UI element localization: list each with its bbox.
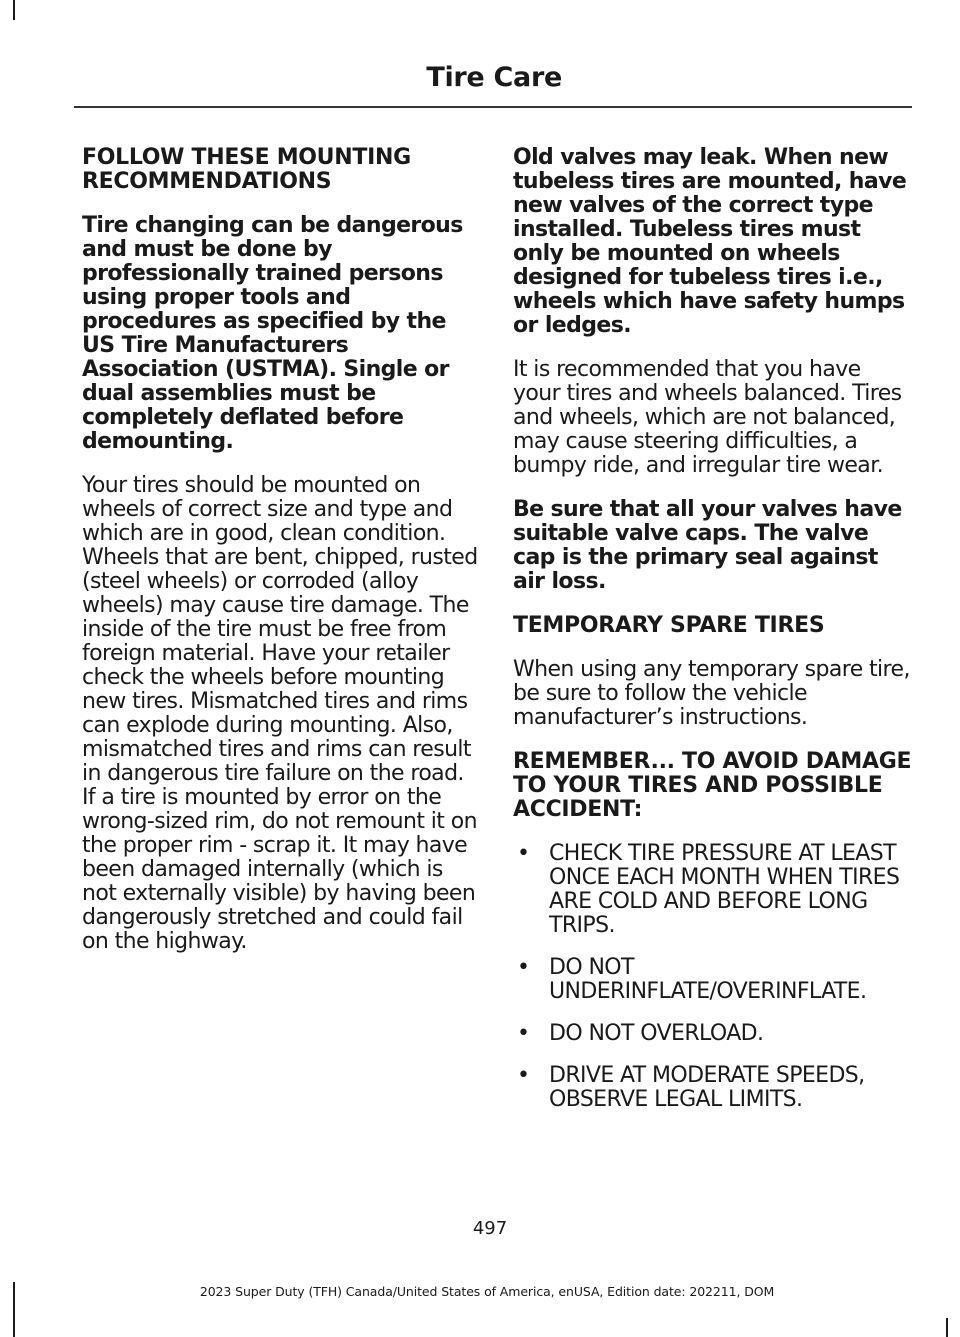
right-column — [513, 146, 913, 1130]
list-item — [513, 842, 913, 938]
page-number: 497 — [472, 1218, 508, 1239]
bullet-text: DO NOT UNDERINFLATE/OVERINFLATE. — [549, 955, 867, 1004]
bullet-icon: • — [517, 1063, 530, 1088]
bullet-text: DRIVE AT MODERATE SPEEDS, OBSERVE LEGAL LIMITS. — [549, 1063, 865, 1112]
header-divider — [74, 106, 912, 108]
mounting-body-text: Your tires should be mounted on wheels of correct size and type and which are in good, clean condition. Wheels that are bent, chipped, rusted (steel wheels) or corroded (alloy wheels) may cause tire damage. The inside of the tire must be free from foreign material. Have your retailer check the wheels before mounting new tires. Mismatched tires and rims can explode during mounting. Also, mismatched tires and rims can result in dangerous tire failure on the road. If a tire is mounted by error on the wrong-sized rim, do not remount it on the proper rim - scrap it. It may have been damaged internally (which is not externally visible) by having been dangerously stretched and could fail on the highway. — [82, 473, 478, 954]
left-column — [82, 146, 482, 974]
tire-changing-warning: Tire changing can be dangerous and must be done by professionally trained persons using proper tools and procedures as specified by the US Tire Manufacturers Association (USTMA). Single or dual assemblies must be completely deflated before demounting. — [82, 213, 463, 454]
valves-warning: Old valves may leak. When new tubeless tires are mounted, have new valves of the correct type installed. Tubeless tires must only be mounted on wheels designed for tubeless tires i.e., wheels which have safety humps or ledges. — [513, 145, 907, 338]
mounting-heading: FOLLOW THESE MOUNTING RECOMMENDATIONS — [82, 145, 411, 194]
list-item — [513, 1064, 913, 1112]
crop-mark-bottom-right — [946, 1318, 948, 1337]
list-item — [513, 1022, 913, 1046]
page-section-title: Tire Care — [426, 62, 562, 93]
spare-tires-text: When using any temporary spare tire, be sure to follow the vehicle manufacturer’s instructions. — [513, 657, 910, 730]
valve-caps-warning: Be sure that all your valves have suitable valve caps. The valve cap is the primary seal against air loss. — [513, 497, 902, 594]
list-item — [513, 956, 913, 1004]
bullet-icon: • — [517, 955, 530, 980]
balance-text: It is recommended that you have your tires and wheels balanced. Tires and wheels, which are not balanced, may cause steering difficulties, a bumpy ride, and irregular tire wear. — [513, 357, 902, 478]
spare-tires-heading: TEMPORARY SPARE TIRES — [513, 613, 825, 638]
bullet-icon: • — [517, 841, 530, 866]
crop-mark-top-left — [13, 0, 15, 20]
remember-heading: REMEMBER... TO AVOID DAMAGE TO YOUR TIRES AND POSSIBLE ACCIDENT: — [513, 749, 912, 822]
footer-edition-info: 2023 Super Duty (TFH) Canada/United States of America, enUSA, Edition date: 202211, DOM — [199, 1284, 775, 1299]
bullet-text: CHECK TIRE PRESSURE AT LEAST ONCE EACH MONTH WHEN TIRES ARE COLD AND BEFORE LONG TRIPS. — [549, 841, 900, 938]
bullet-icon: • — [517, 1021, 530, 1046]
safety-bullet-list — [513, 842, 913, 1112]
bullet-text: DO NOT OVERLOAD. — [549, 1021, 764, 1046]
